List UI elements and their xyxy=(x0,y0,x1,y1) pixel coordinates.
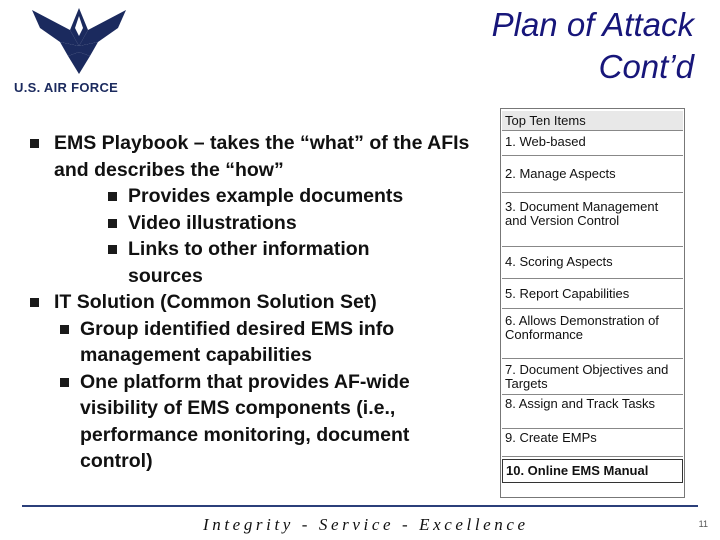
title-line-1: Plan of Attack xyxy=(491,6,694,43)
bullet-marker xyxy=(108,192,117,201)
bullet-marker xyxy=(60,325,69,334)
table-row: 4. Scoring Aspects xyxy=(502,249,683,279)
top-ten-table xyxy=(500,108,685,498)
bullet-1-text: EMS Playbook – takes the “what” of the AFIs and describes the “how” xyxy=(54,132,470,181)
page-number: 11 xyxy=(698,519,708,529)
bullet-2-text: IT Solution (Common Solution Set) xyxy=(54,291,377,313)
table-row: 2. Manage Aspects xyxy=(502,158,683,193)
bullet-marker xyxy=(30,139,39,148)
sub-bullet: One platform that provides AF-wide visibility of EMS components (i.e., performance monitoring, document control) xyxy=(22,369,458,475)
air-force-wings-icon xyxy=(30,6,128,76)
bullet-marker xyxy=(108,219,117,228)
footer-rule xyxy=(22,505,698,507)
sub-bullet: Provides example documents xyxy=(22,183,472,210)
sub-bullet: Group identified desired EMS info management capabilities xyxy=(22,316,450,369)
sub-bullet: Video illustrations xyxy=(22,210,472,237)
table-row: 9. Create EMPs xyxy=(502,431,683,457)
air-force-logo xyxy=(14,6,144,96)
table-row: 7. Document Objectives and Targets xyxy=(502,361,683,395)
table-row: 8. Assign and Track Tasks xyxy=(502,397,683,429)
bullet-list xyxy=(22,130,472,475)
table-row: 5. Report Capabilities xyxy=(502,281,683,309)
sub-bullet: Links to other information sources xyxy=(22,236,388,289)
table-row: 3. Document Management and Version Control xyxy=(502,195,683,247)
table-row: 10. Online EMS Manual xyxy=(502,459,683,483)
bullet-1 xyxy=(22,130,472,183)
bullet-marker xyxy=(108,245,117,254)
table-header: Top Ten Items xyxy=(502,111,683,131)
bullet-marker xyxy=(30,298,39,307)
logo-text: U.S. AIR FORCE xyxy=(14,80,119,95)
footer-motto: Integrity - Service - Excellence xyxy=(203,515,529,534)
page-title xyxy=(492,4,694,88)
bullet-marker xyxy=(60,378,69,387)
bullet-2 xyxy=(22,289,472,316)
table-row: 1. Web-based xyxy=(502,132,683,156)
title-line-2: Cont’d xyxy=(598,48,694,85)
table-row: 6. Allows Demonstration of Conformance xyxy=(502,311,683,359)
